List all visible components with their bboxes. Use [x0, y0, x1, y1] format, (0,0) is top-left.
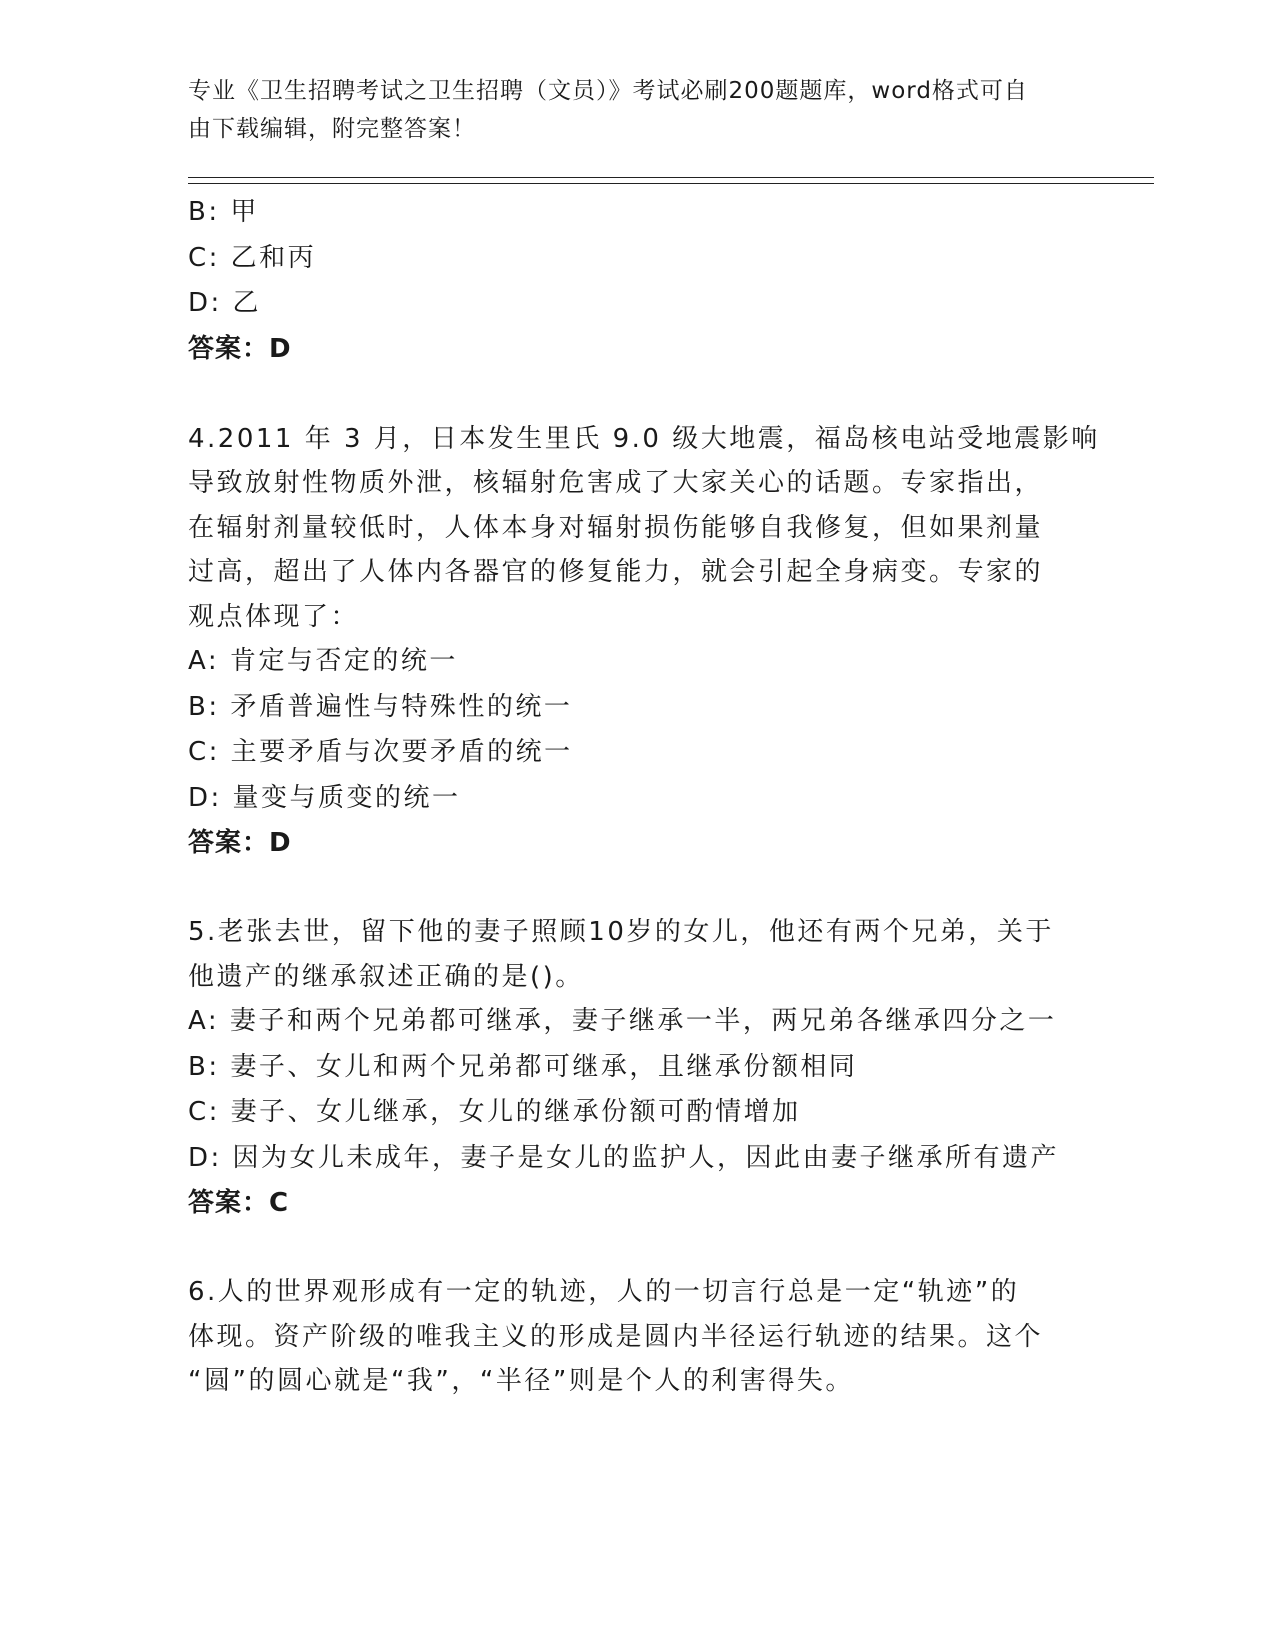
- question-text-line: 在辐射剂量较低时，人体本身对辐射损伤能够自我修复，但如果剂量: [188, 512, 1044, 543]
- option-c: C: 乙和丙: [188, 242, 317, 273]
- header-line-2: 由下载编辑，附完整答案！: [188, 116, 476, 142]
- question-6: [188, 1270, 1088, 1404]
- question-text-line: 导致放射性物质外泄，核辐射危害成了大家关心的话题。专家指出，: [188, 468, 1044, 498]
- option-c: C: 主要矛盾与次要矛盾的统一: [188, 737, 573, 767]
- question-text-line: 6.人的世界观形成有一定的轨迹，人的一切言行总是一定“轨迹”的: [188, 1277, 1020, 1307]
- header-divider-bottom: [188, 183, 1154, 184]
- question-text-line: 4.2011 年 3 月，日本发生里氏 9.0 级大地震，福岛核电站受地震影响: [188, 423, 1100, 454]
- header-divider-top: [188, 177, 1154, 178]
- question-text-line: 5.老张去世，留下他的妻子照顾10岁的女儿，他还有两个兄弟，关于: [188, 917, 1054, 947]
- option-d: D: 因为女儿未成年，妻子是女儿的监护人，因此由妻子继承所有遗产: [188, 1142, 1060, 1173]
- question-5: [188, 910, 1088, 1226]
- answer-line: 答案：D: [188, 333, 292, 364]
- question-text-line: 过高，超出了人体内各器官的修复能力，就会引起全身病变。专家的: [188, 557, 1044, 587]
- answer-line: 答案：D: [188, 828, 292, 858]
- option-b: B: 妻子、女儿和两个兄弟都可继承，且继承份额相同: [188, 1051, 858, 1082]
- question-4: [188, 417, 1100, 867]
- option-c: C: 妻子、女儿继承，女儿的继承份额可酌情增加: [188, 1097, 801, 1127]
- option-b: B: 矛盾普遍性与特殊性的统一: [188, 691, 573, 722]
- option-a: A: 妻子和两个兄弟都可继承，妻子继承一半，两兄弟各继承四分之一: [188, 1006, 1057, 1036]
- header-line-1: 专业《卫生招聘考试之卫生招聘（文员）》考试必刷200题题库，word格式可自: [188, 78, 1028, 104]
- question-text-line: 观点体现了：: [188, 601, 360, 632]
- answer-line: 答案：C: [188, 1188, 290, 1218]
- option-d: D: 量变与质变的统一: [188, 782, 461, 813]
- document-body: [188, 190, 1100, 1404]
- option-b: B: 甲: [188, 197, 259, 227]
- question-text-line: 体现。资产阶级的唯我主义的形成是圆内半径运行轨迹的结果。这个: [188, 1321, 1044, 1352]
- option-d: D: 乙: [188, 288, 262, 318]
- document-header: [188, 72, 1068, 148]
- question-3-tail: [188, 190, 1088, 372]
- option-a: A: 肯定与否定的统一: [188, 646, 458, 676]
- question-text-line: “圆”的圆心就是“我”，“半径”则是个人的利害得失。: [188, 1366, 854, 1396]
- question-text-line: 他遗产的继承叙述正确的是()。: [188, 961, 584, 992]
